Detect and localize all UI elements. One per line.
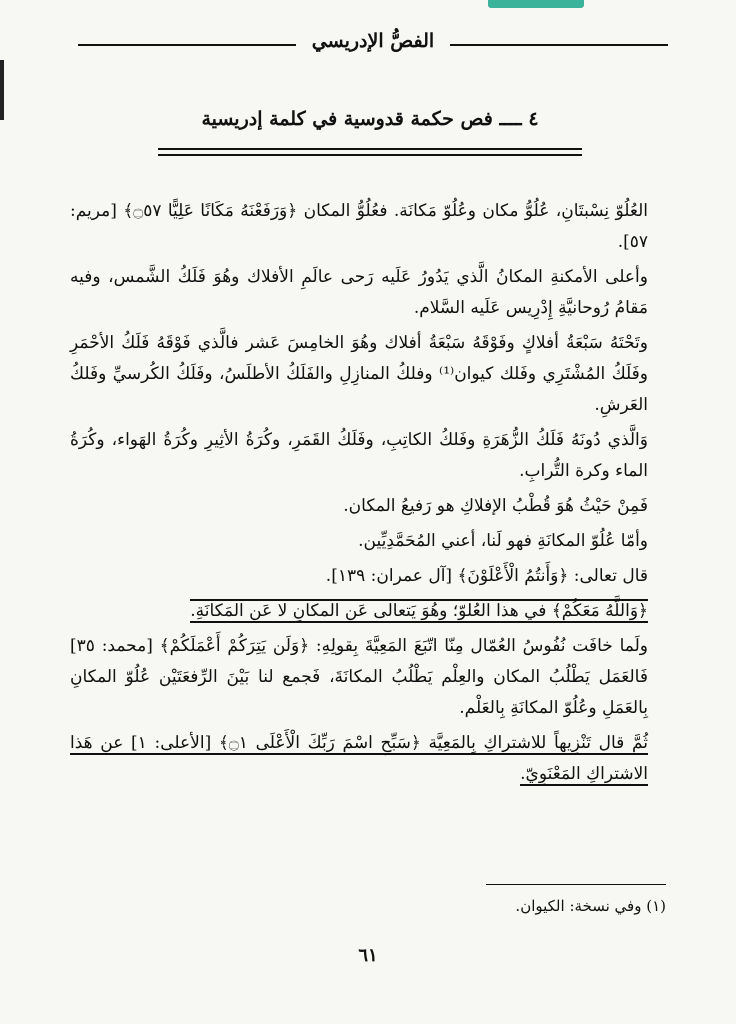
running-head-title: الفصُّ الإدريسي xyxy=(311,30,435,52)
footnote-rule xyxy=(486,884,666,885)
page-number: ٦١ xyxy=(358,945,378,966)
paragraph-6: وأمّا عُلُوّ المكانَةِ فهو لَنا، أعني المُحَمَّدِيِّين. xyxy=(358,531,648,551)
paragraph-8-text: ﴿وَاللَّهُ مَعَكُمْ﴾ في هذا العُلوّ؛ وهُوَ يَتعالى عَن المكانِ لا عَن المَكانَةِ. xyxy=(190,601,648,621)
paragraph-4: وَالَّذي دُونَهُ فَلَكُ الزُّهَرَةِ وفَلكُ الكاتِبِ، وفَلَكُ القَمَرِ، وكُرَةُ الأثِيرِ وكُرَةُ الهَواء، وكُرَةُ الماء وكرة التُّرابِ. xyxy=(70,430,648,481)
running-head xyxy=(78,30,668,60)
paragraph-9: ولَما خافَت نُفُوسُ العُمّال مِنّا اتّبَعَ المَعِيَّةَ بِقولِهِ: ﴿وَلَن يَتِرَكُمْ أَعْمَلَكُمْ﴾ [محمد: ٣٥] فَالعَمَل يَطْلُبُ المكان والعِلْم يَطْلُبُ المكانَةَ، فَجمع لنا بَيْنَ الرِّفعَتَيْن عُلُوّ المكانِ بِالعَمَلِ وعُلُوّ المكانَةِ بِالعَلْم. xyxy=(70,636,648,718)
paragraph-3: وتَحْتَهُ سَبْعَةُ أفلاكٍ وفَوْقَهُ سَبْعَةُ أفلاك وهُوَ الخامِسَ عَشر فالَّذي فَوْقَهُ فَلَكُ الأحْمَرِ وفَلَكُ المُشْتَرِي وفَلك كيوان⁽¹⁾ وفلكُ المنازِلِ والفَلَكُ الأطلَسُ، وفَلَكُ الكُرسيِّ وفَلكُ العَرشِ. xyxy=(70,333,648,415)
page-edge-mark xyxy=(0,60,4,120)
top-tab-marker xyxy=(488,0,584,8)
paragraph-10-text: ثُمَّ قال تَنْزِيهاً للاشتراكِ بِالمَعِيَّة ﴿سَبِّحِ اسْمَ رَبِّكَ الْأَعْلَى ۝١﴾ [الأعلى: ١] عن هَذا الاشتراكِ المَعْنَوِيّ. xyxy=(70,733,648,784)
chapter-title: ٤ ــــ فص حكمة قدوسية في كلمة إدريسية xyxy=(201,108,539,130)
running-head-rule-left xyxy=(78,44,296,46)
paragraph-1: العُلُوّ نِسْبتَانِ، عُلُوُّ مكان وعُلُوّ مَكانَة. فعُلُوُّ المكان ﴿وَرَفَعْنَهُ مَكَانًا عَلِيًّا ۝٥٧﴾ [مريم: ٥٧]. xyxy=(70,201,648,252)
paragraph-7: قال تعالى: ﴿وَأَنتُمُ الْأَعْلَوْنَ﴾ [آل عمران: ١٣٩]. xyxy=(325,566,648,586)
paragraph-2: وأعلى الأمكنةِ المكانُ الَّذي يَدُورُ عَلَيه رَحى عالَمِ الأفلاك وهُوَ فَلَكُ الشَّمس، وفيه مَقامُ رُوحانيَّةِ إِدْرِيس عَلَيه السَّلام. xyxy=(70,267,648,318)
paragraph-8 xyxy=(70,596,670,627)
paragraph-10 xyxy=(70,728,670,790)
title-rule-bottom xyxy=(158,154,582,156)
footnote: (١) وفي نسخة: الكيوان. xyxy=(515,897,666,915)
title-rule-top xyxy=(158,148,582,150)
running-head-rule-right xyxy=(450,44,668,46)
paragraph-5: فَمِنْ حَيْثُ هُوَ قُطْبُ الإفلاكِ هو رَفيعُ المكان. xyxy=(343,496,648,516)
body-text xyxy=(70,196,670,794)
